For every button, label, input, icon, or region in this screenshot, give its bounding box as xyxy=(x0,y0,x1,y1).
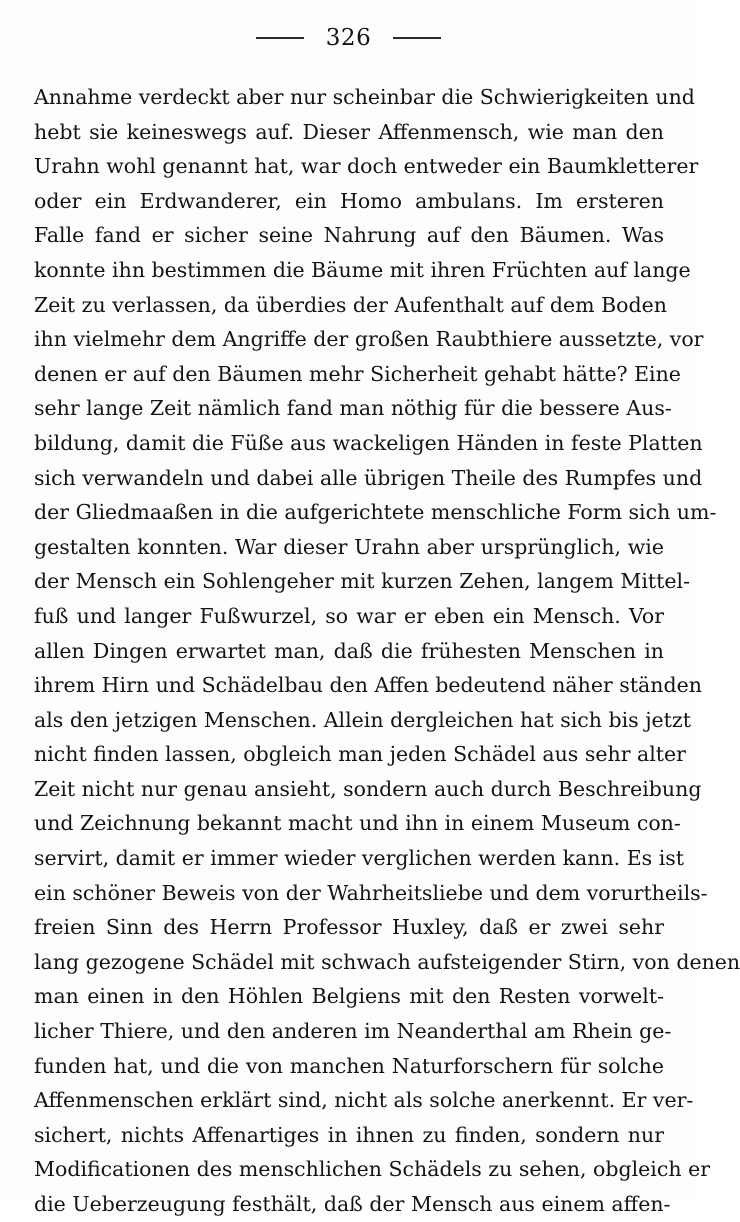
text-line: gestalten konnten. War dieser Urahn aber ursprünglich, wie xyxy=(34,534,664,559)
text-line: sich verwandeln und dabei alle übrigen Theile des Rumpfes und xyxy=(34,465,703,490)
text-line: und Zeichnung bekannt macht und ihn in einem Museum con- xyxy=(34,811,681,836)
text-line: Modificationen des menschlichen Schädels zu sehen, obgleich er xyxy=(34,1157,710,1182)
text-line: licher Thiere, und den anderen im Neanderthal am Rhein ge- xyxy=(34,1019,672,1044)
text-line: Falle fand er sicher seine Nahrung auf den Bäumen. Was xyxy=(34,223,664,248)
text-line: servirt, damit er immer wieder verglichen werden kann. Es ist xyxy=(34,846,685,871)
text-line: Zeit zu verlassen, da überdies der Aufenthalt auf dem Boden xyxy=(34,292,667,317)
text-line: oder ein Erdwanderer, ein Homo ambulans. Im ersteren xyxy=(34,188,664,213)
text-line: die Ueberzeugung festhält, daß der Mensch aus einem affen- xyxy=(34,1192,671,1216)
text-line: allen Dingen erwartet man, daß die frühesten Menschen in xyxy=(34,638,664,663)
text-line: lang gezogene Schädel mit schwach aufsteigender Stirn, von denen xyxy=(34,949,740,974)
page-header xyxy=(0,18,697,58)
text-line: sichert, nichts Affenartiges in ihnen zu finden, sondern nur xyxy=(34,1122,664,1147)
text-line: nicht finden lassen, obgleich man jeden Schädel aus sehr alter xyxy=(34,742,686,767)
text-line: funden hat, und die von manchen Naturforschern für solche xyxy=(34,1053,664,1078)
text-line: sehr lange Zeit nämlich fand man nöthig für die bessere Aus- xyxy=(34,396,672,421)
text-line: ihrem Hirn und Schädelbau den Affen bedeutend näher ständen xyxy=(34,673,702,698)
text-line: Affenmenschen erklärt sind, nicht als solche anerkennt. Er ver- xyxy=(34,1088,694,1113)
text-line: ihn vielmehr dem Angriffe der großen Raubthiere aussetzte, vor xyxy=(34,327,704,352)
text-line: der Mensch ein Sohlengeher mit kurzen Zehen, langem Mittel- xyxy=(34,569,691,594)
text-line: ein schöner Beweis von der Wahrheitsliebe und dem vorurtheils- xyxy=(34,880,708,905)
text-line: freien Sinn des Herrn Professor Huxley, daß er zwei sehr xyxy=(34,915,664,940)
body-text xyxy=(34,80,740,1222)
header-rule-left xyxy=(256,37,304,38)
page-number: 326 xyxy=(325,25,372,51)
text-line: bildung, damit die Füße aus wackeligen Händen in feste Platten xyxy=(34,430,703,455)
text-line: als den jetzigen Menschen. Allein dergleichen hat sich bis jetzt xyxy=(34,707,691,732)
text-line: Urahn wohl genannt hat, war doch entweder ein Baumkletterer xyxy=(34,154,699,179)
text-line: der Gliedmaaßen in die aufgerichtete menschliche Form sich um- xyxy=(34,500,717,525)
header-rule-right xyxy=(393,37,441,38)
text-line: Annahme verdeckt aber nur scheinbar die Schwierigkeiten und xyxy=(34,85,695,109)
text-line: Zeit nicht nur genau ansieht, sondern auch durch Beschreibung xyxy=(34,776,702,801)
text-line: konnte ihn bestimmen die Bäume mit ihren Früchten auf lange xyxy=(34,257,691,282)
text-line: man einen in den Höhlen Belgiens mit den Resten vorwelt- xyxy=(34,984,664,1009)
text-line: hebt sie keineswegs auf. Dieser Affenmensch, wie man den xyxy=(34,119,664,144)
text-line: denen er auf den Bäumen mehr Sicherheit gehabt hätte? Eine xyxy=(34,361,681,386)
text-line: fuß und langer Fußwurzel, so war er eben ein Mensch. Vor xyxy=(34,603,664,628)
